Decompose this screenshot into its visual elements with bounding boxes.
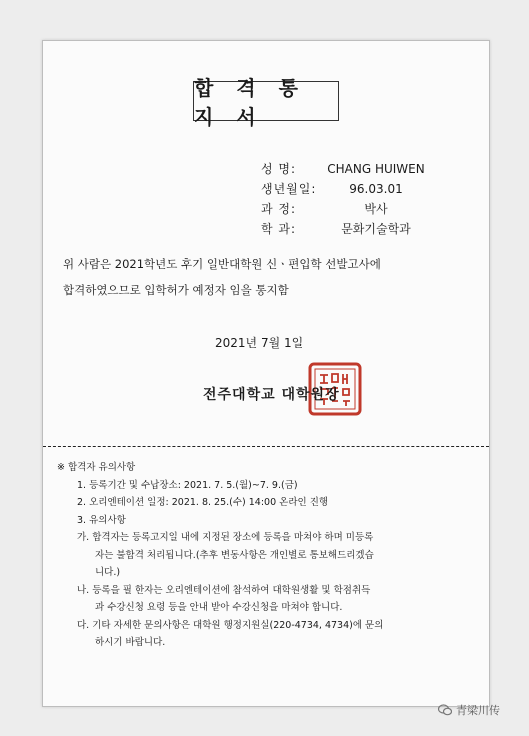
body-line: 위 사람은 2021학년도 후기 일반대학원 신ㆍ편입학 선발고사에 [63, 257, 381, 271]
wechat-icon [438, 704, 452, 716]
notice-body [63, 251, 463, 303]
info-row-program [261, 199, 431, 219]
notes-sub-item-cont: 과 수강신청 요령 등을 안내 받아 수강신청을 마쳐야 합니다. [95, 602, 343, 613]
notes-item: 3. 유의사항 [77, 514, 126, 526]
info-key: 생년월일: [261, 182, 317, 196]
university-president: 전주대학교 대학원장 [203, 387, 340, 403]
info-row-birthdate [261, 179, 431, 199]
admission-letter [42, 40, 490, 707]
info-key: 성 명: [261, 162, 297, 176]
issue-date: 2021년 7월 1일 [215, 336, 304, 350]
notes-sub-item: 다. 기타 자세한 문의사항은 대학원 행정지원실(220-4734, 4734)에 문의 [77, 619, 384, 631]
notes-section [57, 459, 475, 652]
body-line: 합격하였으므로 입학허가 예정자 임을 통지함 [63, 283, 289, 297]
info-value: CHANG HUIWEN [327, 162, 425, 176]
info-key: 학 과: [261, 222, 297, 236]
info-row-department [261, 219, 431, 239]
watermark-text: 青梁川传 [456, 704, 500, 717]
section-divider [43, 446, 489, 447]
watermark [438, 702, 500, 718]
notes-header: ※ 합격자 유의사항 [57, 462, 136, 473]
notes-sub-item-cont: 니다.) [95, 567, 121, 578]
notes-item: 1. 등록기간 및 수납장소: 2021. 7. 5.(월)~7. 9.(금) [77, 479, 298, 491]
notes-sub-item: 가. 합격자는 등록고지일 내에 지정된 장소에 등록을 마쳐야 하며 미등록 [77, 532, 374, 543]
applicant-info [261, 159, 431, 239]
info-value: 96.03.01 [349, 182, 403, 196]
notes-sub-item-cont: 하시기 바랍니다. [95, 637, 166, 648]
info-value: 박사 [364, 202, 388, 216]
info-value: 문화기술학과 [341, 222, 411, 236]
notes-sub-item: 나. 등록을 필 한자는 오리엔테이션에 참석하여 대학원생활 및 학점취득 [77, 584, 371, 596]
notes-item: 2. 오리엔테이션 일정: 2021. 8. 25.(수) 14:00 온라인 진행 [77, 497, 329, 508]
document-title: 합 격 통 지 서 [193, 81, 339, 121]
notes-sub-item-cont: 자는 불합격 처리됩니다.(추후 변동사항은 개인별로 통보해드리겠습 [95, 549, 374, 561]
info-row-name [261, 159, 431, 179]
info-key: 과 정: [261, 202, 297, 216]
